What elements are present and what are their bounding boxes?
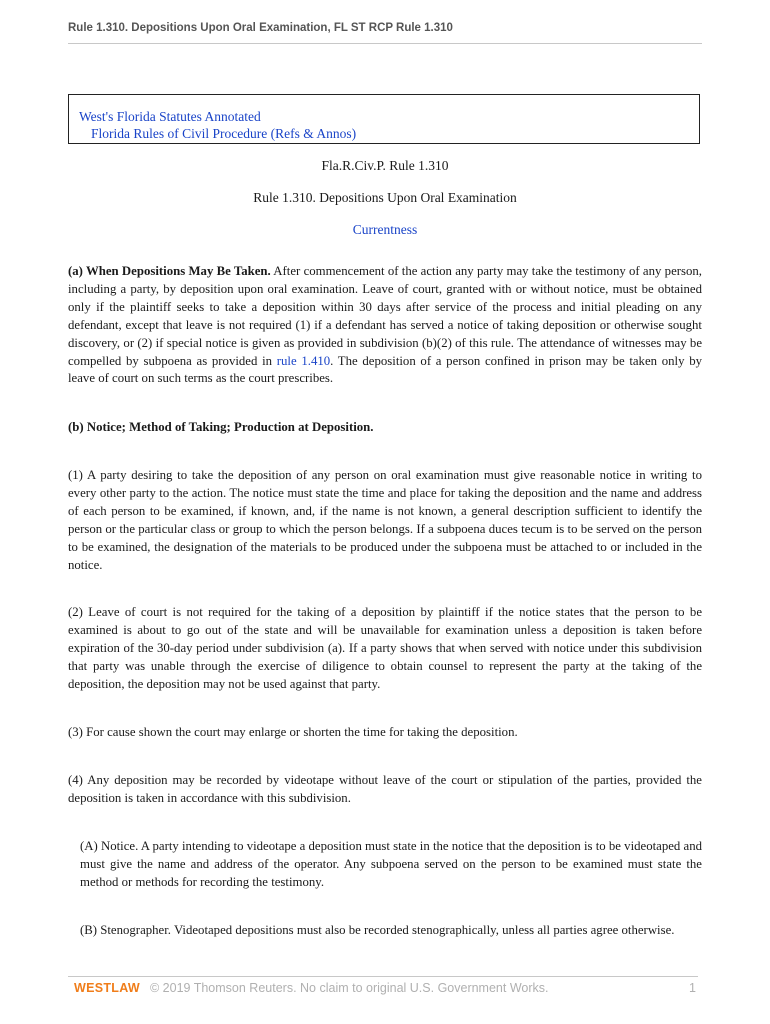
rule-title: Rule 1.310. Depositions Upon Oral Examination [253, 190, 517, 205]
paragraph-b1: (1) A party desiring to take the deposition of any person on oral examination must give reasonable notice in writing to every other party to the action. The notice must state the time and place for taking the deposition and the name and address of each person to be examined, if known, and, if the name is not known, a general description sufficient to identify the person or the particular class or group to which the person belongs. If a subpoena duces tecum is to be served on the person to be examined, the designation of the materials to be produced under the subpoena must be attached to or included in the notice. [68, 468, 702, 572]
paragraph-b2: (2) Leave of court is not required for the taking of a deposition by plaintiff if the notice states that the person to be examined is about to go out of the state and will be unavailable for examination unless a deposition is taken before expiration of the 30-day period under subdivision (a). If a party shows that when served with notice under this subdivision that party was unable through the exercise of diligence to obtain counsel to represent the party at the taking of the deposition, the deposition may not be used against that party. [68, 605, 702, 691]
paragraph-b4a: (A) Notice. A party intending to videotape a deposition must state in the notice that the deposition is to be videotaped and must give the name and address of the operator. Any subpoena served on the person to be examined must state the method or methods for recording the testimony. [80, 839, 702, 889]
rule-1410-link[interactable]: rule 1.410 [276, 353, 331, 368]
source-link-rules[interactable]: Florida Rules of Civil Procedure (Refs & Annos) [91, 126, 357, 141]
currentness-link[interactable]: Currentness [352, 222, 418, 237]
source-link-statutes[interactable]: West's Florida Statutes Annotated [79, 109, 261, 124]
footer-divider [68, 976, 698, 977]
section-b-heading-text: (b) Notice; Method of Taking; Production at Deposition. [68, 420, 374, 434]
westlaw-logo: WESTLAW [74, 981, 140, 995]
citation: Fla.R.Civ.P. Rule 1.310 [321, 158, 449, 173]
section-a-text-2: . The deposition of a person confined in prison may be taken only by leave of court on such terms as the court prescribes. [68, 353, 702, 386]
section-a-paragraph [68, 263, 702, 388]
section-a-heading: (a) When Depositions May Be Taken. [68, 264, 271, 278]
running-header-title: Rule 1.310. Depositions Upon Oral Examination, FL ST RCP Rule 1.310 [68, 22, 702, 44]
source-box [68, 94, 700, 144]
paragraph-b4b: (B) Stenographer. Videotaped depositions must also be recorded stenographically, unless all parties agree otherwise. [80, 923, 675, 937]
section-b-heading [68, 419, 702, 437]
paragraph-b4: (4) Any deposition may be recorded by videotape without leave of the court or stipulation of the parties, provided the deposition is taken in accordance with this subdivision. [68, 773, 702, 805]
footer-copyright: © 2019 Thomson Reuters. No claim to original U.S. Government Works. [149, 981, 549, 995]
section-a-text-1: After commencement of the action any party may take the testimony of any person, including a party, by deposition upon oral examination. Leave of court, granted with or without notice, must be obtained only if the plaintiff seeks to take a deposition within 30 days after service of the process and initial pleading on any defendant, except that leave is not required (1) if a defendant has served a notice of taking deposition or otherwise sought discovery, or (2) if special notice is given as provided in subdivision (b)(2) of this rule. The attendance of witnesses may be compelled by subpoena as provided in [68, 264, 702, 368]
paragraph-b3: (3) For cause shown the court may enlarge or shorten the time for taking the deposition. [68, 725, 518, 739]
footer [74, 981, 698, 997]
page-number: 1 [689, 981, 696, 995]
